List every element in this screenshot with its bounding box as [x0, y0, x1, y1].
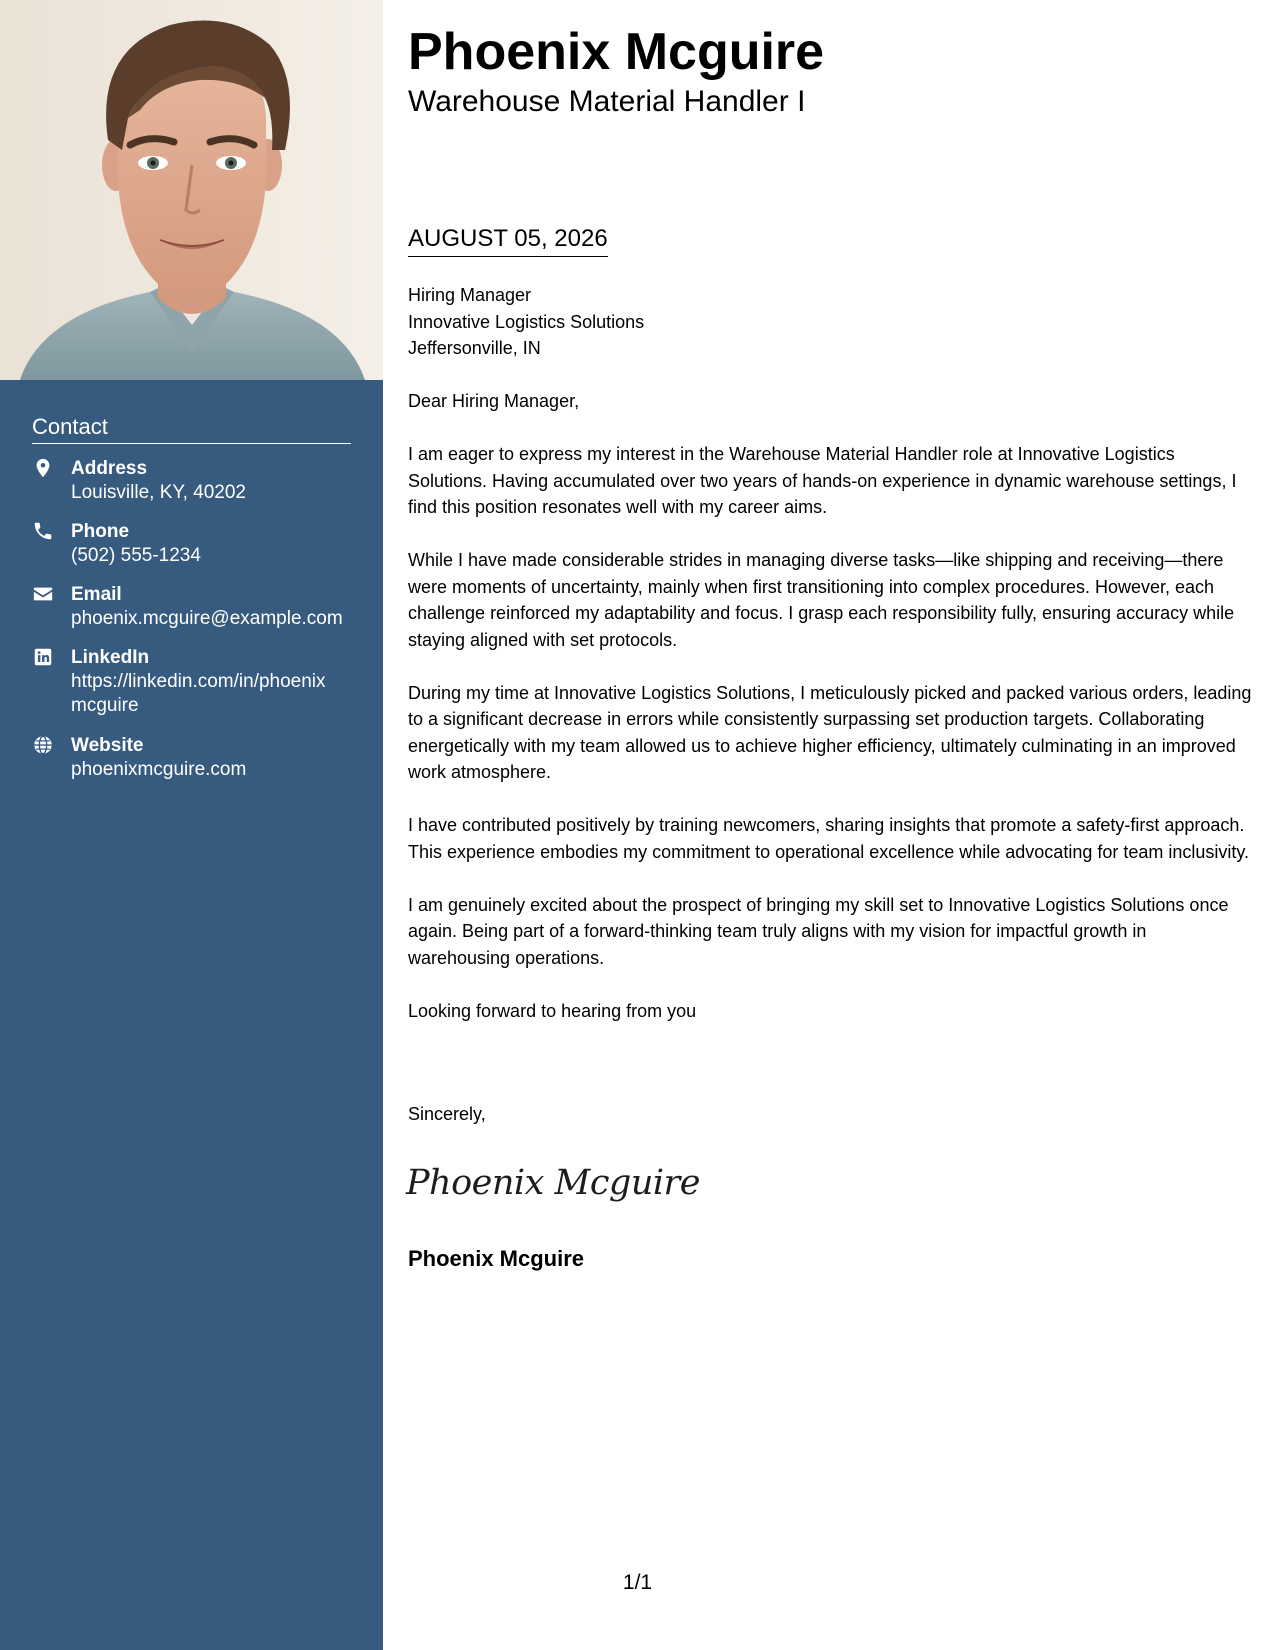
email-value: phoenix.mcguire@example.com [71, 608, 343, 629]
website-value[interactable]: phoenixmcguire.com [71, 759, 247, 780]
paragraph: I am eager to express my interest in the Warehouse Material Handler role at Innovative Logistics Solutions. Having accumulated over two years of hands-on experience in dynamic warehouse settings, I find this position resonates well with my career aims. [408, 444, 1237, 517]
paragraph: Looking forward to hearing from you [408, 1000, 697, 1021]
recipient-company: Innovative Logistics Solutions [408, 311, 645, 332]
address-label: Address [71, 458, 148, 479]
contact-heading: Contact [32, 414, 351, 444]
salutation: Dear Hiring Manager, [408, 391, 580, 411]
letter-body [408, 388, 1253, 1051]
paragraph: I have contributed positively by training newcomers, sharing insights that promote a safety-first approach. This experience embodies my commitment to operational excellence while advocating for team inclusivity. [408, 815, 1250, 862]
phone-icon [32, 520, 54, 542]
paragraph: While I have made considerable strides in managing diverse tasks—like shipping and receiving—there were moments of uncertainty, mainly when first transitioning into complex procedures. However, each challenge reinforced my adaptability and focus. I grasp each responsibility fully, ensuring accuracy while staying aligned with set protocols. [408, 550, 1235, 650]
address-value: Louisville, KY, 40202 [71, 482, 246, 503]
envelope-icon [32, 583, 54, 605]
paragraph: I am genuinely excited about the prospect of bringing my skill set to Innovative Logistics Solutions once again. Being part of a forward-thinking team truly aligns with my vision for impactful growth in warehousing operations. [408, 894, 1229, 968]
phone-label: Phone [71, 521, 130, 542]
recipient-block [408, 282, 1008, 362]
recipient-title: Hiring Manager [408, 285, 532, 305]
job-title: Warehouse Material Handler I [408, 85, 806, 118]
page-number: 1/1 [622, 1571, 653, 1594]
map-pin-icon [32, 457, 54, 479]
paragraph: During my time at Innovative Logistics Solutions, I meticulously picked and packed various orders, leading to a significant decrease in errors while consistently surpassing set production targets. Collaborating energetically with my team allowed us to achieve higher efficiency, ultimately culminating in an improved work atmosphere. [408, 682, 1252, 782]
applicant-name: Phoenix Mcguire [408, 23, 825, 81]
website-label: Website [71, 735, 144, 756]
linkedin-icon [32, 646, 54, 668]
signed-name: Phoenix Mcguire [408, 1246, 585, 1271]
globe-icon [32, 734, 54, 756]
recipient-location: Jeffersonville, IN [408, 338, 541, 358]
portrait-illustration [0, 0, 383, 380]
phone-value: (502) 555-1234 [71, 545, 201, 566]
letter-date: AUGUST 05, 2026 [408, 224, 608, 257]
email-label: Email [71, 584, 122, 605]
sidebar [0, 0, 383, 1650]
linkedin-value[interactable]: https://linkedin.com/in/phoenix mcguire [71, 671, 326, 716]
closing: Sincerely, [408, 1104, 486, 1124]
linkedin-label: LinkedIn [71, 647, 150, 668]
signature: Phoenix Mcguire [406, 1163, 700, 1203]
profile-photo [0, 0, 383, 380]
